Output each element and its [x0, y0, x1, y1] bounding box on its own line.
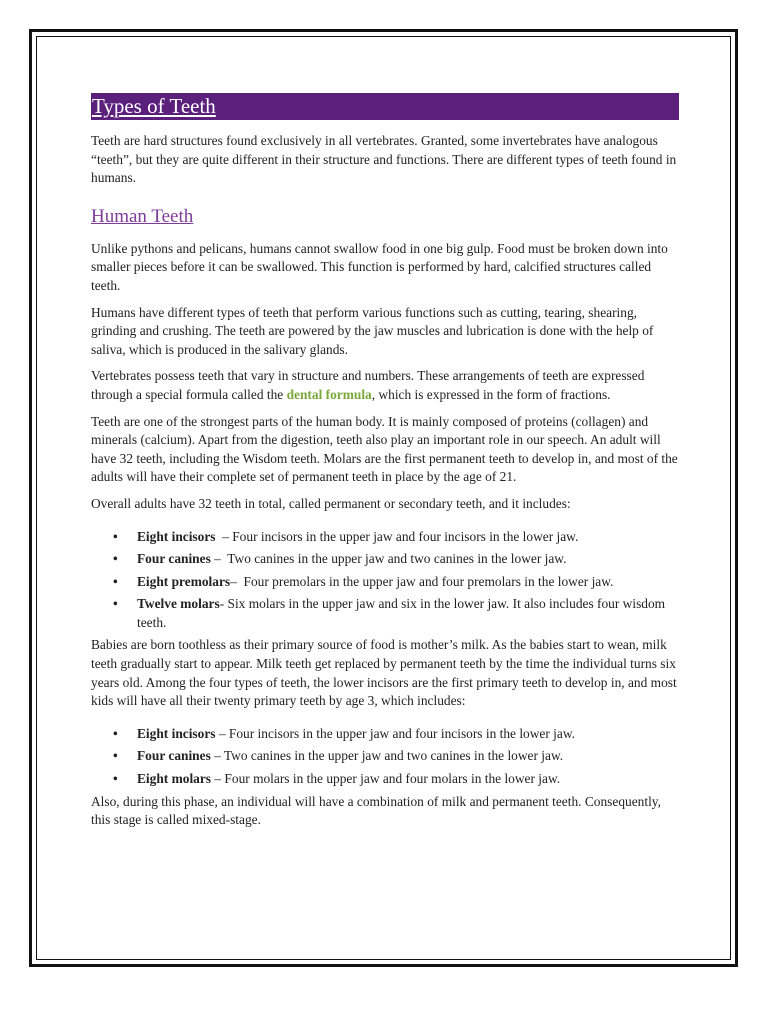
list-item-desc: – Two canines in the upper jaw and two canines in the lower jaw.	[210, 748, 564, 764]
bullet: •	[113, 573, 118, 589]
paragraph-1: Unlike pythons and pelicans, humans cannot swallow food in one big gulp. Food must be broken down into smaller pieces before it can be swallowed. This function is performed by hard, calcified structures called teeth.	[91, 240, 668, 293]
child-teeth-list	[91, 725, 679, 789]
dental-formula-link[interactable]: dental formula	[286, 386, 372, 402]
paragraph-3-text-before: Vertebrates possess teeth that vary in structure and numbers. These arrangements of teeth are expressed through a special formula called the	[91, 368, 645, 402]
bullet: •	[113, 725, 118, 741]
document-body	[91, 93, 679, 838]
list-item	[91, 528, 679, 547]
list-item-term: Four canines	[137, 551, 211, 567]
paragraph-3	[91, 367, 679, 404]
list-item-desc: – Four premolars in the upper jaw and four premolars in the lower jaw.	[230, 573, 614, 589]
list-item	[91, 595, 679, 632]
intro-paragraph: Teeth are hard structures found exclusively in all vertebrates. Granted, some invertebrates have analogous “teeth”, but they are quite different in their structure and functions. There are different types of teeth found in humans.	[91, 133, 677, 186]
subheading-human-teeth: Human Teeth	[91, 205, 194, 227]
list-item-term: Four canines	[137, 748, 211, 764]
list-item	[91, 747, 679, 766]
paragraph-2: Humans have different types of teeth that perform various functions such as cutting, tearing, shearing, grinding and crushing. The teeth are powered by the jaw muscles and lubrication is done with the help of saliva, which is produced in the salivary glands.	[91, 304, 654, 357]
paragraph-5: Overall adults have 32 teeth in total, called permanent or secondary teeth, and it includes:	[91, 495, 571, 511]
bullet: •	[113, 596, 118, 612]
list-item	[91, 770, 679, 789]
paragraph-3-text-after: , which is expressed in the form of fractions.	[371, 386, 611, 402]
list-item	[91, 550, 679, 569]
bullet: •	[113, 551, 118, 567]
title-banner: Types of Teeth	[91, 93, 679, 120]
paragraph-6: Babies are born toothless as their primary source of food is mother’s milk. As the babies start to wean, milk teeth gradually start to appear. Milk teeth get replaced by permanent teeth by the time the individual turns six years old. Among the four types of teeth, the lower incisors are the first primary teeth to develop in, and most kids will have all their twenty primary teeth by age 3, which includes:	[91, 637, 677, 709]
list-item-term: Eight molars	[137, 771, 212, 787]
adult-teeth-list	[91, 528, 679, 633]
list-item-term: Eight premolars	[137, 573, 231, 589]
list-item-term: Eight incisors	[137, 725, 216, 741]
list-item-term: Eight incisors	[137, 528, 216, 544]
paragraph-7: Also, during this phase, an individual will have a combination of milk and permanent teeth. Consequently, this stage is called mixed-stage.	[91, 793, 661, 828]
list-item-desc: – Four incisors in the upper jaw and four incisors in the lower jaw.	[215, 725, 575, 741]
paragraph-4: Teeth are one of the strongest parts of the human body. It is mainly composed of proteins (collagen) and minerals (calcium). Apart from the digestion, teeth also play an important role in our speech. An adult will have 32 teeth, including the Wisdom teeth. Molars are the first permanent teeth to develop in, and most of the adults will have their complete set of permanent teeth in place by the age of 21.	[91, 413, 678, 485]
list-item	[91, 573, 679, 592]
list-item-desc: – Four molars in the upper jaw and four molars in the lower jaw.	[211, 771, 561, 787]
list-item	[91, 725, 679, 744]
bullet: •	[113, 528, 118, 544]
list-item-desc: - Six molars in the upper jaw and six in the lower jaw. It also includes four wisdom teeth.	[137, 596, 666, 630]
bullet: •	[113, 748, 118, 764]
bullet: •	[113, 771, 118, 787]
list-item-term: Twelve molars	[137, 596, 220, 612]
list-item-desc: – Two canines in the upper jaw and two canines in the lower jaw.	[210, 551, 567, 567]
list-item-desc: – Four incisors in the upper jaw and four incisors in the lower jaw.	[215, 528, 579, 544]
